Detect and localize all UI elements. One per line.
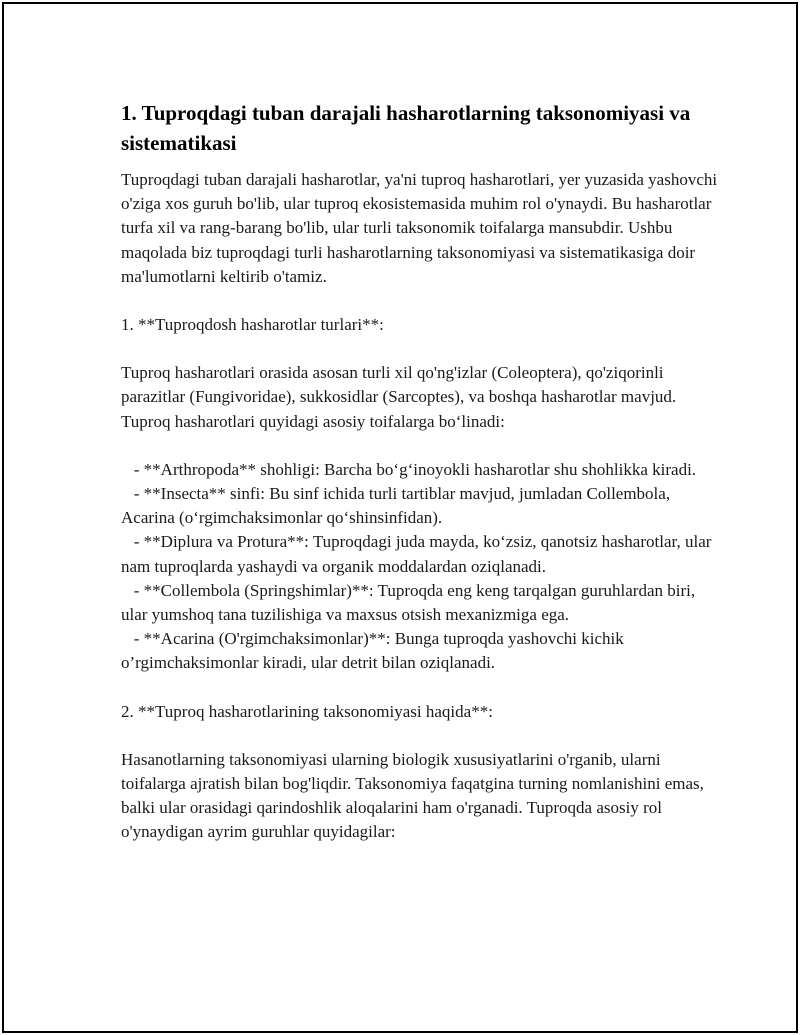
section2-paragraph: Hasanotlarning taksonomiyasi ularning biologik xususiyatlarini o'rganib, ularni toifalarga ajratish bilan bog'liqdir. Taksonomiya faqatgina turning nomlanishini emas, balki ular orasidagi qarindoshlik aloqalarini ham o'rganadi. Tuproqda asosiy rol o'ynaydigan ayrim guruhlar quyidagilar: <box>121 749 709 842</box>
taxonomy-list <box>121 458 721 676</box>
spacer <box>121 434 721 458</box>
intro-paragraph: Tuproqdagi tuban darajali hasharotlar, ya'ni tuproq hasharotlari, yer yuzasida yashovchi o'ziga xos guruh bo'lib, ular tuproq ekosistemasida muhim rol o'ynaydi. Bu hasharotlar turfa xil va rang-barang bo'lib, ular turli taksonomik toifalarga mansubdir. Ushbu maqolada biz tuproqdagi turli hasharotlarning taksonomiyasi va sistematikasiga doir ma'lumotlarni keltirib o'tamiz. <box>121 170 722 286</box>
spacer <box>121 337 721 361</box>
section1-paragraph: Tuproq hasharotlari orasida asosan turli xil qo'ng'izlar (Coleoptera), qo'ziqorinli parazitlar (Fungivoridae), sukkosidlar (Sarcoptes), va boshqa hasharotlar mavjud. Tuproq hasharotlari quyidagi asosiy toifalarga boʻlinadi: <box>121 363 681 431</box>
list-item: - **Diplura va Protura**: Tuproqdagi juda mayda, koʻzsiz, qanotsiz hasharotlar, ular nam tuproqlarda yashaydi va organik moddalardan oziqlanadi. <box>121 532 716 576</box>
section2-heading: 2. **Tuproq hasharotlarining taksonomiyasi haqida**: <box>121 701 493 721</box>
document-page <box>2 2 798 1033</box>
list-item: - **Insecta** sinfi: Bu sinf ichida turli tartiblar mavjud, jumladan Collembola, Acarina (oʻrgimchaksimonlar qoʻshinsinfidan). <box>121 484 674 528</box>
document-title: 1. Tuproqdagi tuban darajali hasharotlarning taksonomiyasi va sistematikasi <box>121 101 691 155</box>
section1-heading: 1. **Tuproqdosh hasharotlar turlari**: <box>121 315 384 335</box>
spacer <box>121 724 721 748</box>
spacer <box>121 289 721 313</box>
spacer <box>121 676 721 700</box>
list-item: - **Collembola (Springshimlar)**: Tuproqda eng keng tarqalgan guruhlardan biri, ular yumshoq tana tuzilishiga va maxsus otsish mexanizmiga ega. <box>121 580 700 625</box>
document-content <box>121 98 721 845</box>
list-item: - **Arthropoda** shohligi: Barcha boʻgʻinoyokli hasharotlar shu shohlikka kiradi. <box>121 459 697 479</box>
list-item: - **Acarina (O'rgimchaksimonlar)**: Bunga tuproqda yashovchi kichik o’rgimchaksimonlar kiradi, ular detrit bilan oziqlanadi. <box>121 629 628 673</box>
